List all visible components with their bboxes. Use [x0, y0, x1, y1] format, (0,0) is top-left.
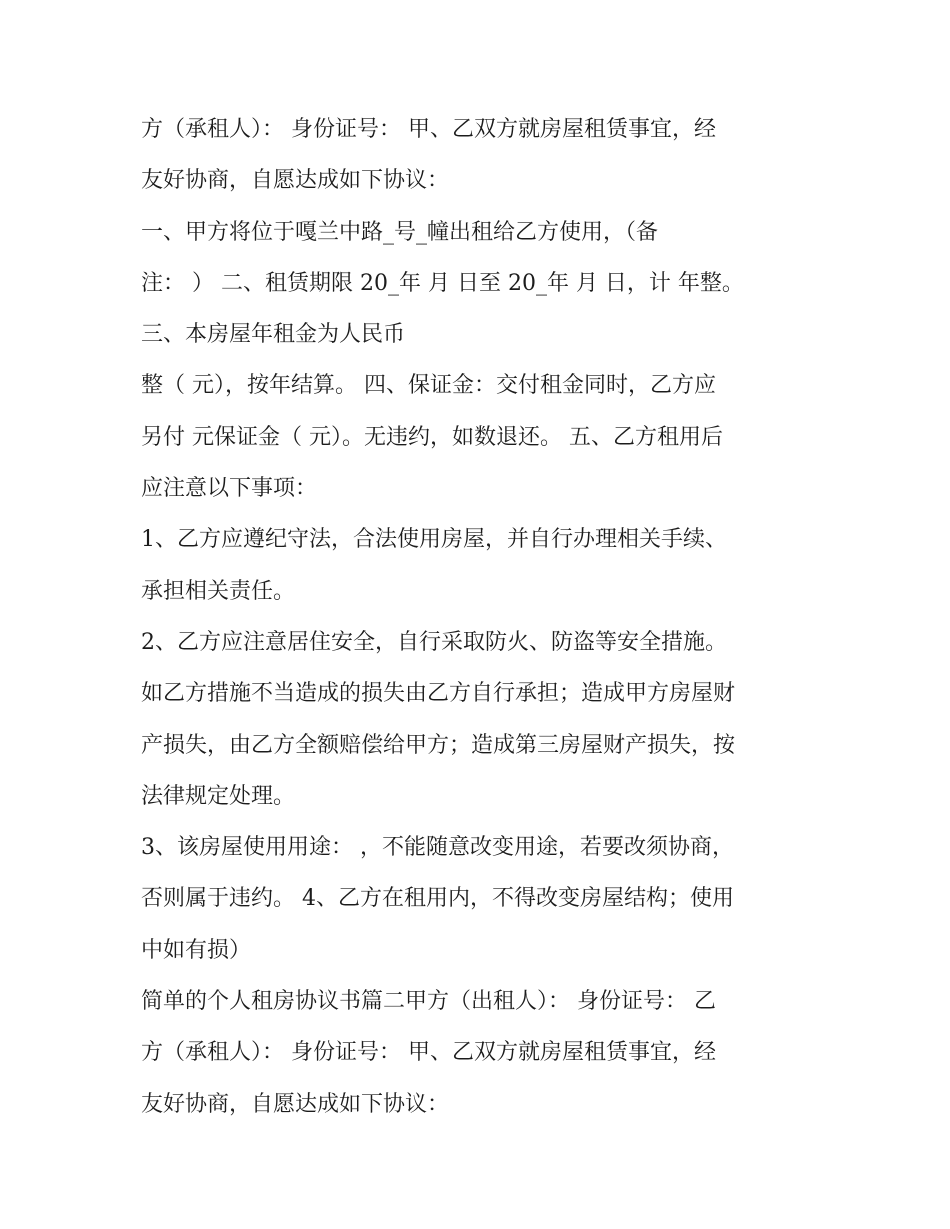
text-line-3: 一、甲方将位于嘎兰中路_号_幢出租给乙方使用，（备: [141, 219, 659, 245]
text-line-4: 注： ） 二、租赁期限 20_年 月 日至 20_年 月 日，计 年整。: [141, 270, 744, 296]
text-line-14: 法律规定处理。: [141, 783, 296, 809]
text-line-6: 整（ 元），按年结算。 四、保证金：交付租金同时，乙方应: [141, 373, 716, 399]
document-body: [141, 104, 821, 1130]
text-line-7: 另付 元保证金（ 元）。无违约，如数退还。 五、乙方租用后: [141, 424, 723, 450]
text-line-1: 方（承租人）： 身份证号： 甲、乙双方就房屋租赁事宜，经: [141, 117, 716, 142]
text-line-12: 如乙方措施不当造成的损失由乙方自行承担；造成甲方房屋财: [141, 681, 736, 707]
text-line-9: 1、乙方应遵纪守法，合法使用房屋，并自行办理相关手续、: [141, 527, 727, 553]
text-line-18: 简单的个人租房协议书篇二甲方（出租人）： 身份证号： 乙: [141, 989, 716, 1015]
text-line-5: 三、本房屋年租金为人民币: [141, 322, 406, 348]
text-line-13: 产损失，由乙方全额赔偿给甲方；造成第三房屋财产损失，按: [141, 732, 736, 758]
text-line-10: 承担相关责任。: [141, 578, 296, 604]
text-line-2: 友好协商，自愿达成如下协议：: [141, 168, 450, 194]
text-line-20: 友好协商，自愿达成如下协议：: [141, 1091, 450, 1117]
text-line-16: 否则属于违约。 4、乙方在租用内，不得改变房屋结构；使用: [141, 886, 734, 912]
text-line-11: 2、乙方应注意居住安全，自行采取防火、防盗等安全措施。: [141, 629, 727, 655]
text-line-15: 3、该房屋使用用途： ，不能随意改变用途，若要改须协商，: [141, 835, 734, 861]
text-line-19: 方（承租人）： 身份证号： 甲、乙双方就房屋租赁事宜，经: [141, 1040, 716, 1066]
text-line-8: 应注意以下事项：: [141, 476, 318, 502]
text-line-17: 中如有损）: [141, 937, 252, 963]
